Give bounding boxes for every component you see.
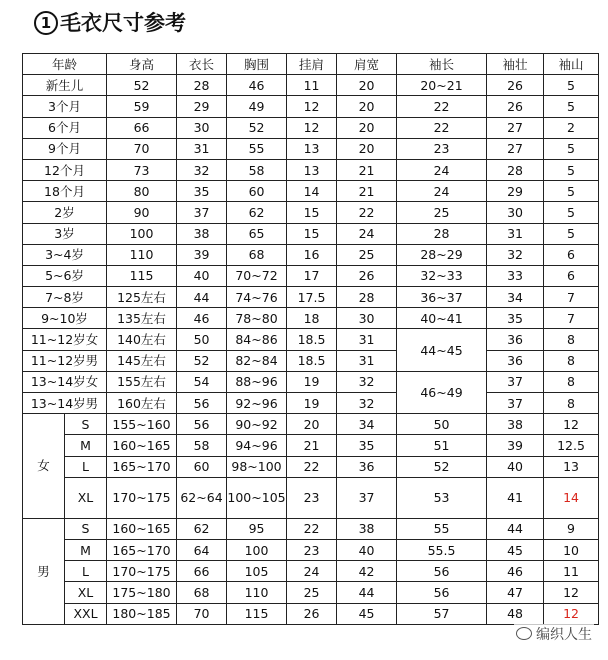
table-cell: 25 (337, 244, 397, 265)
table-cell: 26 (487, 75, 544, 96)
circled-number: 1 (34, 11, 58, 35)
table-row (23, 561, 599, 582)
table-cell: 32~33 (397, 265, 487, 286)
table-row (23, 75, 599, 96)
table-cell: 60 (227, 181, 287, 202)
table-cell: 24 (287, 561, 337, 582)
table-cell: 30 (177, 117, 227, 138)
table-cell: 7 (544, 287, 599, 308)
age-cell: 11~12岁女 (23, 329, 107, 350)
age-cell: 6个月 (23, 117, 107, 138)
table-cell: 22 (337, 202, 397, 223)
table-cell: 68 (227, 244, 287, 265)
table-cell: 62 (177, 518, 227, 539)
table-cell: 36~37 (397, 287, 487, 308)
table-cell: 28 (337, 287, 397, 308)
sleeve-length-merged: 44~45 (397, 329, 487, 371)
size-cell: S (65, 414, 107, 435)
table-cell: 22 (287, 518, 337, 539)
table-row (23, 202, 599, 223)
table-cell: 11 (287, 75, 337, 96)
age-cell: 11~12岁男 (23, 350, 107, 371)
table-cell: 30 (337, 308, 397, 329)
table-cell: 21 (287, 435, 337, 456)
table-cell: 46 (227, 75, 287, 96)
table-row (23, 159, 599, 180)
table-row (23, 96, 599, 117)
table-cell: 9 (544, 518, 599, 539)
header-row (23, 54, 599, 75)
table-row (23, 350, 599, 371)
table-cell: 50 (177, 329, 227, 350)
table-cell: 5 (544, 75, 599, 96)
table-cell: 31 (177, 138, 227, 159)
table-cell: 13 (287, 159, 337, 180)
table-cell: 32 (177, 159, 227, 180)
table-cell: 21 (337, 159, 397, 180)
table-cell: 32 (487, 244, 544, 265)
table-cell: 32 (337, 393, 397, 414)
table-cell: 40 (487, 456, 544, 477)
table-cell: 55 (227, 138, 287, 159)
age-cell: 18个月 (23, 181, 107, 202)
table-cell: 58 (177, 435, 227, 456)
table-cell: 25 (287, 582, 337, 603)
table-cell: 57 (397, 603, 487, 624)
table-cell: 36 (337, 456, 397, 477)
table-cell: 10 (544, 539, 599, 560)
table-cell: 70 (177, 603, 227, 624)
table-cell: 94~96 (227, 435, 287, 456)
table-cell: 50 (397, 414, 487, 435)
table-cell: 44 (337, 582, 397, 603)
table-row (23, 477, 599, 518)
table-cell: 54 (177, 371, 227, 392)
age-cell: 新生儿 (23, 75, 107, 96)
table-cell: 40~41 (397, 308, 487, 329)
table-cell: 8 (544, 350, 599, 371)
table-cell: 52 (397, 456, 487, 477)
table-cell: 49 (227, 96, 287, 117)
table-cell: 35 (487, 308, 544, 329)
table-cell: 23 (397, 138, 487, 159)
table-cell: 98~100 (227, 456, 287, 477)
table-row (23, 414, 599, 435)
age-cell: 9个月 (23, 138, 107, 159)
men-group-label: 男 (23, 518, 65, 624)
table-cell: 37 (177, 202, 227, 223)
table-cell: 110 (107, 244, 177, 265)
table-cell: 20 (337, 138, 397, 159)
table-cell: 100 (107, 223, 177, 244)
table-cell: 160~165 (107, 518, 177, 539)
age-cell: 12个月 (23, 159, 107, 180)
watermark (514, 624, 594, 644)
table-cell: 14 (287, 181, 337, 202)
table-cell: 73 (107, 159, 177, 180)
table-cell: 20 (337, 117, 397, 138)
table-cell: 36 (487, 350, 544, 371)
table-row (23, 582, 599, 603)
table-cell: 60 (177, 456, 227, 477)
table-row (23, 329, 599, 350)
table-cell: 56 (397, 561, 487, 582)
table-cell: 31 (337, 329, 397, 350)
table-cell: 160左右 (107, 393, 177, 414)
table-cell: 170~175 (107, 561, 177, 582)
table-cell: 55.5 (397, 539, 487, 560)
table-cell: 24 (337, 223, 397, 244)
table-cell: 39 (177, 244, 227, 265)
table-cell: 90 (107, 202, 177, 223)
table-row (23, 603, 599, 624)
table-cell: 100~105 (227, 477, 287, 518)
table-row (23, 518, 599, 539)
size-cell: XXL (65, 603, 107, 624)
table-cell: 80 (107, 181, 177, 202)
table-cell: 24 (397, 181, 487, 202)
table-cell: 34 (487, 287, 544, 308)
age-cell: 13~14岁女 (23, 371, 107, 392)
table-cell: 29 (487, 181, 544, 202)
table-row (23, 435, 599, 456)
table-cell: 40 (337, 539, 397, 560)
table-cell: 23 (287, 539, 337, 560)
table-cell: 55 (397, 518, 487, 539)
table-cell: 6 (544, 265, 599, 286)
table-cell: 13 (544, 456, 599, 477)
table-cell: 23 (287, 477, 337, 518)
table-cell: 16 (287, 244, 337, 265)
table-cell: 36 (487, 329, 544, 350)
table-cell: 7 (544, 308, 599, 329)
header-cell: 年龄 (23, 54, 107, 75)
table-cell: 56 (177, 393, 227, 414)
table-row (23, 244, 599, 265)
table-cell: 15 (287, 223, 337, 244)
age-cell: 13~14岁男 (23, 393, 107, 414)
table-cell: 95 (227, 518, 287, 539)
table-cell: 52 (107, 75, 177, 96)
table-cell: 26 (337, 265, 397, 286)
age-cell: 3~4岁 (23, 244, 107, 265)
table-cell: 28~29 (397, 244, 487, 265)
table-cell: 100 (227, 539, 287, 560)
header-cell: 身高 (107, 54, 177, 75)
table-cell: 65 (227, 223, 287, 244)
header-cell: 肩宽 (337, 54, 397, 75)
table-cell: 88~96 (227, 371, 287, 392)
table-cell: 92~96 (227, 393, 287, 414)
page-title (34, 8, 186, 38)
table-cell: 105 (227, 561, 287, 582)
table-cell: 165~170 (107, 539, 177, 560)
table-cell: 35 (177, 181, 227, 202)
table-cell: 5 (544, 181, 599, 202)
table-cell: 155左右 (107, 371, 177, 392)
table-cell: 11 (544, 561, 599, 582)
table-cell: 5 (544, 159, 599, 180)
age-cell: 3岁 (23, 223, 107, 244)
table-cell: 165~170 (107, 456, 177, 477)
age-cell: 7~8岁 (23, 287, 107, 308)
table-cell: 38 (487, 414, 544, 435)
table-cell: 8 (544, 371, 599, 392)
table-cell: 115 (227, 603, 287, 624)
table-cell: 5 (544, 96, 599, 117)
age-cell: 3个月 (23, 96, 107, 117)
table-cell: 19 (287, 393, 337, 414)
table-cell: 6 (544, 244, 599, 265)
table-cell: 18.5 (287, 350, 337, 371)
table-cell: 12.5 (544, 435, 599, 456)
table-cell: 34 (337, 414, 397, 435)
table-cell: 41 (487, 477, 544, 518)
table-cell: 14 (544, 477, 599, 518)
table-cell: 46 (177, 308, 227, 329)
table-cell: 64 (177, 539, 227, 560)
table-cell: 28 (397, 223, 487, 244)
table-cell: 5 (544, 202, 599, 223)
age-cell: 5~6岁 (23, 265, 107, 286)
age-cell: 2岁 (23, 202, 107, 223)
table-cell: 24 (397, 159, 487, 180)
table-cell: 28 (487, 159, 544, 180)
table-cell: 37 (487, 371, 544, 392)
table-cell: 66 (107, 117, 177, 138)
table-cell: 52 (177, 350, 227, 371)
table-cell: 62 (227, 202, 287, 223)
table-cell: 53 (397, 477, 487, 518)
table-cell: 48 (487, 603, 544, 624)
table-cell: 135左右 (107, 308, 177, 329)
table-cell: 15 (287, 202, 337, 223)
table-cell: 160~165 (107, 435, 177, 456)
table-cell: 38 (177, 223, 227, 244)
table-cell: 12 (544, 582, 599, 603)
table-cell: 22 (397, 96, 487, 117)
watermark-text: 编织人生 (536, 627, 592, 643)
table-cell: 21 (337, 181, 397, 202)
table-cell: 27 (487, 138, 544, 159)
table-row (23, 181, 599, 202)
table-cell: 37 (487, 393, 544, 414)
table-cell: 30 (487, 202, 544, 223)
table-cell: 13 (287, 138, 337, 159)
table-cell: 47 (487, 582, 544, 603)
table-cell: 18.5 (287, 329, 337, 350)
table-cell: 19 (287, 371, 337, 392)
table-cell: 59 (107, 96, 177, 117)
table-row (23, 393, 599, 414)
table-cell: 56 (177, 414, 227, 435)
table-cell: 68 (177, 582, 227, 603)
table-row (23, 223, 599, 244)
table-cell: 33 (487, 265, 544, 286)
table-cell: 32 (337, 371, 397, 392)
wechat-icon (516, 627, 532, 640)
table-cell: 46 (487, 561, 544, 582)
table-cell: 125左右 (107, 287, 177, 308)
table-cell: 145左右 (107, 350, 177, 371)
header-cell: 挂肩 (287, 54, 337, 75)
table-cell: 39 (487, 435, 544, 456)
table-cell: 170~175 (107, 477, 177, 518)
table-cell: 5 (544, 138, 599, 159)
table-cell: 22 (397, 117, 487, 138)
table-cell: 18 (287, 308, 337, 329)
header-cell: 袖壮 (487, 54, 544, 75)
table-row (23, 308, 599, 329)
size-cell: XL (65, 582, 107, 603)
table-cell: 45 (337, 603, 397, 624)
title-text: 毛衣尺寸参考 (60, 11, 186, 35)
table-cell: 26 (487, 96, 544, 117)
size-table (22, 53, 599, 625)
table-row (23, 287, 599, 308)
table-cell: 5 (544, 223, 599, 244)
table-cell: 37 (337, 477, 397, 518)
table-cell: 22 (287, 456, 337, 477)
table-cell: 40 (177, 265, 227, 286)
table-cell: 26 (287, 603, 337, 624)
table-cell: 78~80 (227, 308, 287, 329)
table-cell: 66 (177, 561, 227, 582)
table-cell: 140左右 (107, 329, 177, 350)
table-cell: 8 (544, 393, 599, 414)
table-cell: 20 (337, 75, 397, 96)
table-row (23, 539, 599, 560)
table-cell: 17 (287, 265, 337, 286)
table-cell: 110 (227, 582, 287, 603)
table-cell: 74~76 (227, 287, 287, 308)
table-cell: 82~84 (227, 350, 287, 371)
table-cell: 20 (287, 414, 337, 435)
table-cell: 62~64 (177, 477, 227, 518)
table-cell: 175~180 (107, 582, 177, 603)
size-cell: S (65, 518, 107, 539)
table-cell: 52 (227, 117, 287, 138)
table-cell: 115 (107, 265, 177, 286)
table-cell: 17.5 (287, 287, 337, 308)
table-cell: 42 (337, 561, 397, 582)
table-row (23, 371, 599, 392)
table-cell: 12 (544, 603, 599, 624)
table-cell: 27 (487, 117, 544, 138)
table-cell: 44 (177, 287, 227, 308)
sleeve-length-merged: 46~49 (397, 371, 487, 413)
table-cell: 38 (337, 518, 397, 539)
table-cell: 180~185 (107, 603, 177, 624)
header-cell: 袖山 (544, 54, 599, 75)
table-cell: 155~160 (107, 414, 177, 435)
age-cell: 9~10岁 (23, 308, 107, 329)
table-cell: 8 (544, 329, 599, 350)
table-cell: 25 (397, 202, 487, 223)
table-cell: 31 (487, 223, 544, 244)
table-cell: 70~72 (227, 265, 287, 286)
table-row (23, 138, 599, 159)
table-cell: 51 (397, 435, 487, 456)
table-cell: 90~92 (227, 414, 287, 435)
table-row (23, 117, 599, 138)
table-row (23, 265, 599, 286)
header-cell: 胸围 (227, 54, 287, 75)
size-cell: M (65, 435, 107, 456)
header-cell: 衣长 (177, 54, 227, 75)
size-cell: XL (65, 477, 107, 518)
table-cell: 20 (337, 96, 397, 117)
table-cell: 12 (544, 414, 599, 435)
table-cell: 70 (107, 138, 177, 159)
table-cell: 12 (287, 96, 337, 117)
size-cell: M (65, 539, 107, 560)
table-cell: 29 (177, 96, 227, 117)
size-cell: L (65, 561, 107, 582)
table-cell: 84~86 (227, 329, 287, 350)
women-group-label: 女 (23, 414, 65, 519)
table-cell: 58 (227, 159, 287, 180)
table-cell: 31 (337, 350, 397, 371)
table-cell: 56 (397, 582, 487, 603)
header-cell: 袖长 (397, 54, 487, 75)
table-cell: 12 (287, 117, 337, 138)
table-cell: 45 (487, 539, 544, 560)
table-cell: 20~21 (397, 75, 487, 96)
size-cell: L (65, 456, 107, 477)
table-row (23, 456, 599, 477)
table-cell: 28 (177, 75, 227, 96)
table-cell: 44 (487, 518, 544, 539)
table-cell: 2 (544, 117, 599, 138)
table-cell: 35 (337, 435, 397, 456)
